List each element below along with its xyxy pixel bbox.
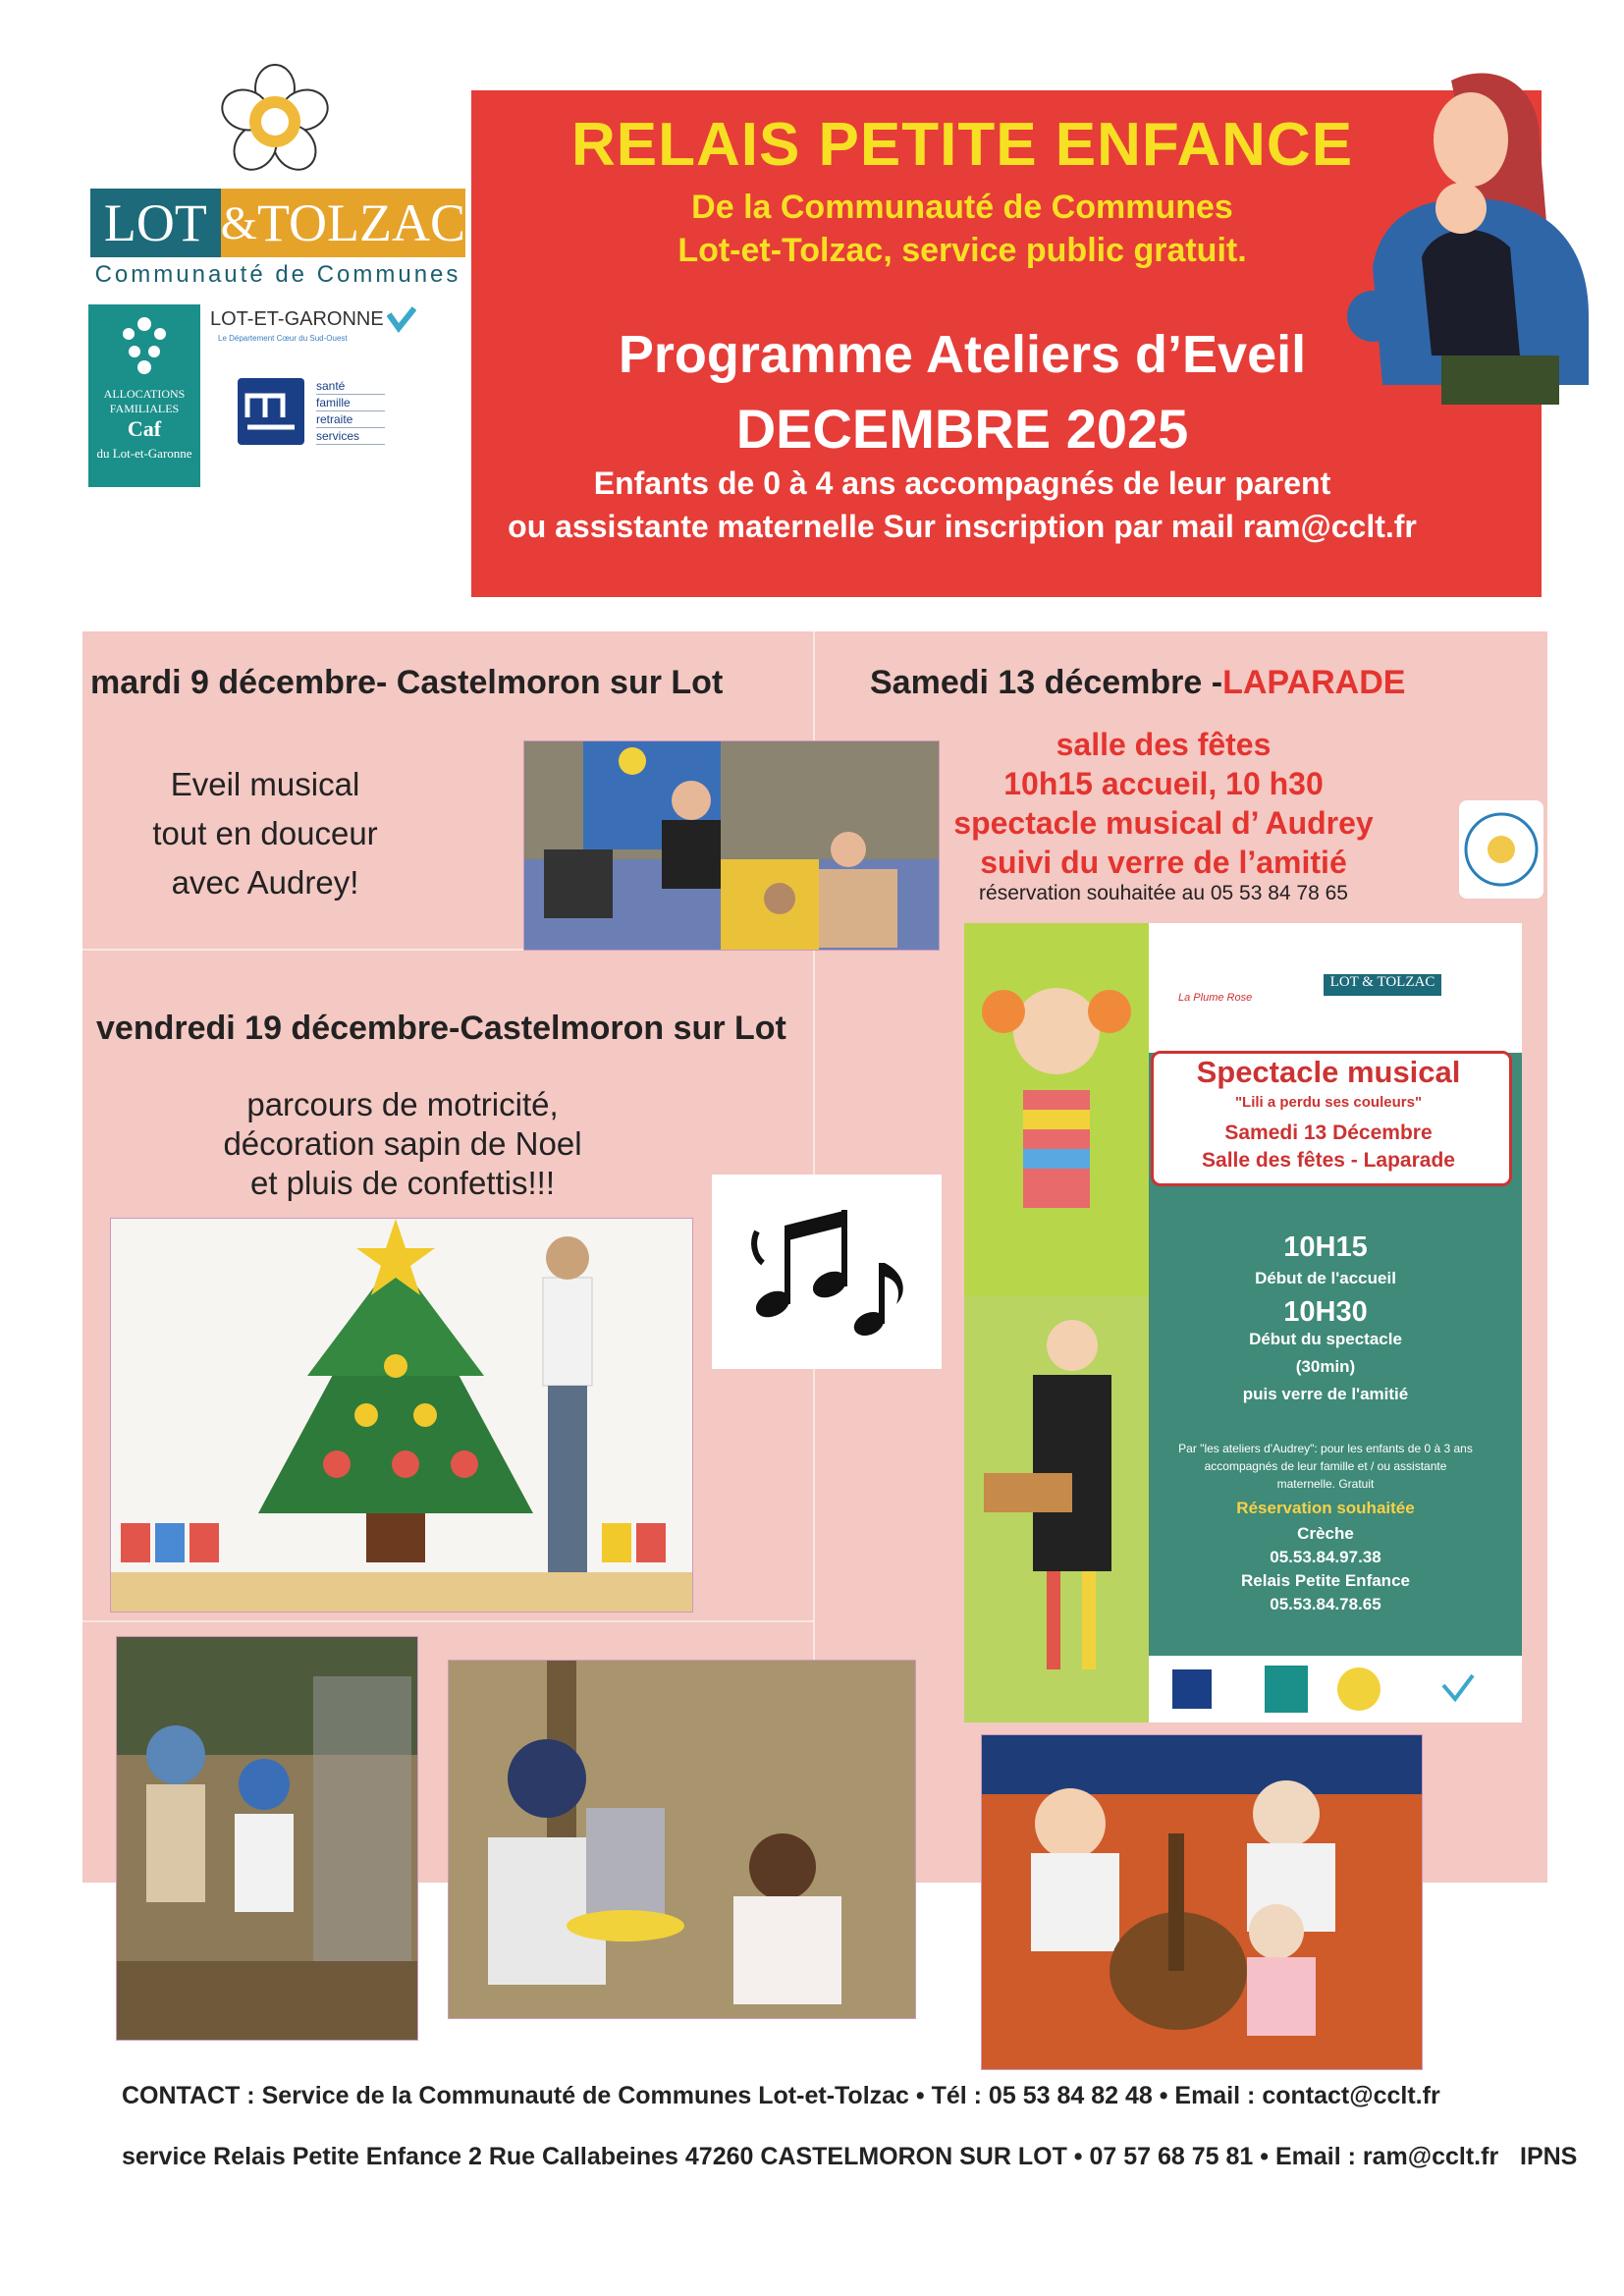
event-3-desc: parcours de motricité, (246, 1086, 559, 1122)
poster-time-1-label: Début de l'accueil (1255, 1269, 1396, 1287)
event-2-reservation: réservation souhaitée au 05 53 84 78 65 (979, 882, 1348, 904)
banner-enfants-2: ou assistante maternelle Sur inscription par mail ram@cclt.fr (508, 509, 1417, 544)
poster-info: accompagnés de leur famille et / ou assistante (1204, 1459, 1447, 1473)
poster-date: Samedi 13 Décembre (1224, 1121, 1433, 1144)
poster-rpe-tel: 05.53.84.78.65 (1270, 1595, 1381, 1613)
msa-line: famille (316, 395, 385, 411)
poster-brand-left: La Plume Rose (1178, 992, 1253, 1004)
msa-text (316, 378, 385, 445)
banner-month: DECEMBRE 2025 (735, 398, 1189, 460)
flower-logo-icon (216, 61, 334, 179)
poster-logos-strip (1149, 1656, 1522, 1722)
logo-tolzac: TOLZAC (257, 189, 465, 257)
poster-verre: puis verre de l'amitié (1242, 1385, 1409, 1403)
contact-line: CONTACT : Service de la Communauté de Communes Lot-et-Tolzac • Tél : 05 53 84 82 48 • Email : contact@cclt.fr (122, 2082, 1440, 2109)
banner-title: RELAIS PETITE ENFANCE (570, 111, 1354, 179)
divider (82, 1620, 813, 1622)
msa-line: retraite (316, 411, 385, 428)
banner-programme: Programme Ateliers d’Eveil (618, 325, 1307, 384)
lot-et-garonne-sub: Le Département Cœur du Sud-Ouest (218, 334, 348, 343)
poster-rpe: Relais Petite Enfance (1241, 1571, 1410, 1590)
music-notes-box (712, 1175, 942, 1369)
poster-creche: Crèche (1297, 1524, 1354, 1543)
msa-line: services (316, 428, 385, 445)
logo-communaute: Communauté de Communes (94, 261, 461, 288)
poster-info: maternelle. Gratuit (1276, 1477, 1375, 1491)
event-2-line: salle des fêtes (1056, 727, 1272, 762)
poster-brand-right: LOT & TOLZAC (1324, 974, 1441, 996)
poster-time-2-label: Début du spectacle (1249, 1330, 1402, 1348)
banner-line-1: De la Communauté de Communes (691, 189, 1233, 226)
service-line: service Relais Petite Enfance 2 Rue Callabeines 47260 CASTELMORON SUR LOT • 07 57 68 75 81 • Email : ram@cclt.fr (122, 2143, 1499, 2170)
caf-line-3: du Lot-et-Garonne (96, 446, 192, 461)
event-2-line: suivi du verre de l’amitié (980, 845, 1347, 880)
event-3-desc: décoration sapin de Noel (223, 1125, 582, 1162)
logo-lot: LOT (90, 189, 221, 257)
caf-line-1: ALLOCATIONS FAMILIALES (103, 387, 186, 415)
poster-place: Salle des fêtes - Laparade (1202, 1149, 1455, 1172)
msa-logo-icon (238, 378, 304, 445)
event-2-title-prefix: Samedi 13 décembre - (870, 664, 1223, 701)
mother-baby-illustration (1343, 61, 1598, 414)
poster-title: Spectacle musical (1196, 1055, 1461, 1089)
farm-visit-photo-1 (116, 1636, 418, 2041)
poster-header (1149, 923, 1522, 1053)
event-2-title-place: LAPARADE (1222, 664, 1406, 701)
poster-illustration (964, 923, 1149, 1722)
logo-amp: & (221, 189, 257, 257)
poster-time-2: 10H30 (1283, 1296, 1368, 1328)
lot-et-garonne-logo: LOT-ET-GARONNE (210, 308, 384, 330)
guitar-children-photo (981, 1734, 1423, 2070)
reseau-familles-logo (1459, 800, 1543, 899)
event-1-desc: avec Audrey! (171, 864, 359, 901)
christmas-tree-photo (110, 1218, 693, 1613)
poster-time-1: 10H15 (1283, 1231, 1368, 1263)
event-1-desc: Eveil musical (170, 766, 360, 802)
farm-visit-photo-2 (448, 1660, 916, 2019)
banner-line-2: Lot-et-Tolzac, service public gratuit. (677, 232, 1247, 269)
event-3-title: vendredi 19 décembre-Castelmoron sur Lot (96, 1010, 786, 1047)
poster-info: Par "les ateliers d'Audrey": pour les enfants de 0 à 3 ans (1178, 1442, 1473, 1455)
event-3-desc: et pluis de confettis!!! (249, 1165, 555, 1201)
caf-logo (88, 304, 200, 487)
event-2-line: spectacle musical d’ Audrey (953, 805, 1374, 841)
poster-subtitle: "Lili a perdu ses couleurs" (1234, 1094, 1423, 1111)
msa-line: santé (316, 378, 385, 395)
banner-enfants-1: Enfants de 0 à 4 ans accompagnés de leur parent (593, 465, 1331, 501)
event-2-title (870, 664, 1405, 702)
poster-duration: (30min) (1295, 1357, 1356, 1376)
caf-line-2: Caf (127, 416, 162, 441)
caf-people-icon (115, 314, 174, 379)
poster-creche-tel: 05.53.84.97.38 (1270, 1548, 1381, 1566)
music-notes-icon (712, 1175, 942, 1369)
lot-et-garonne-check-icon (387, 306, 416, 334)
event-1-desc: tout en douceur (152, 815, 378, 851)
event-1-title: mardi 9 décembre- Castelmoron sur Lot (90, 664, 724, 701)
ipns-label: IPNS (1520, 2143, 1578, 2170)
poster-reservation: Réservation souhaitée (1236, 1499, 1415, 1517)
lot-et-tolzac-logo (90, 189, 465, 257)
event-2-line: 10h15 accueil, 10 h30 (1003, 766, 1324, 801)
